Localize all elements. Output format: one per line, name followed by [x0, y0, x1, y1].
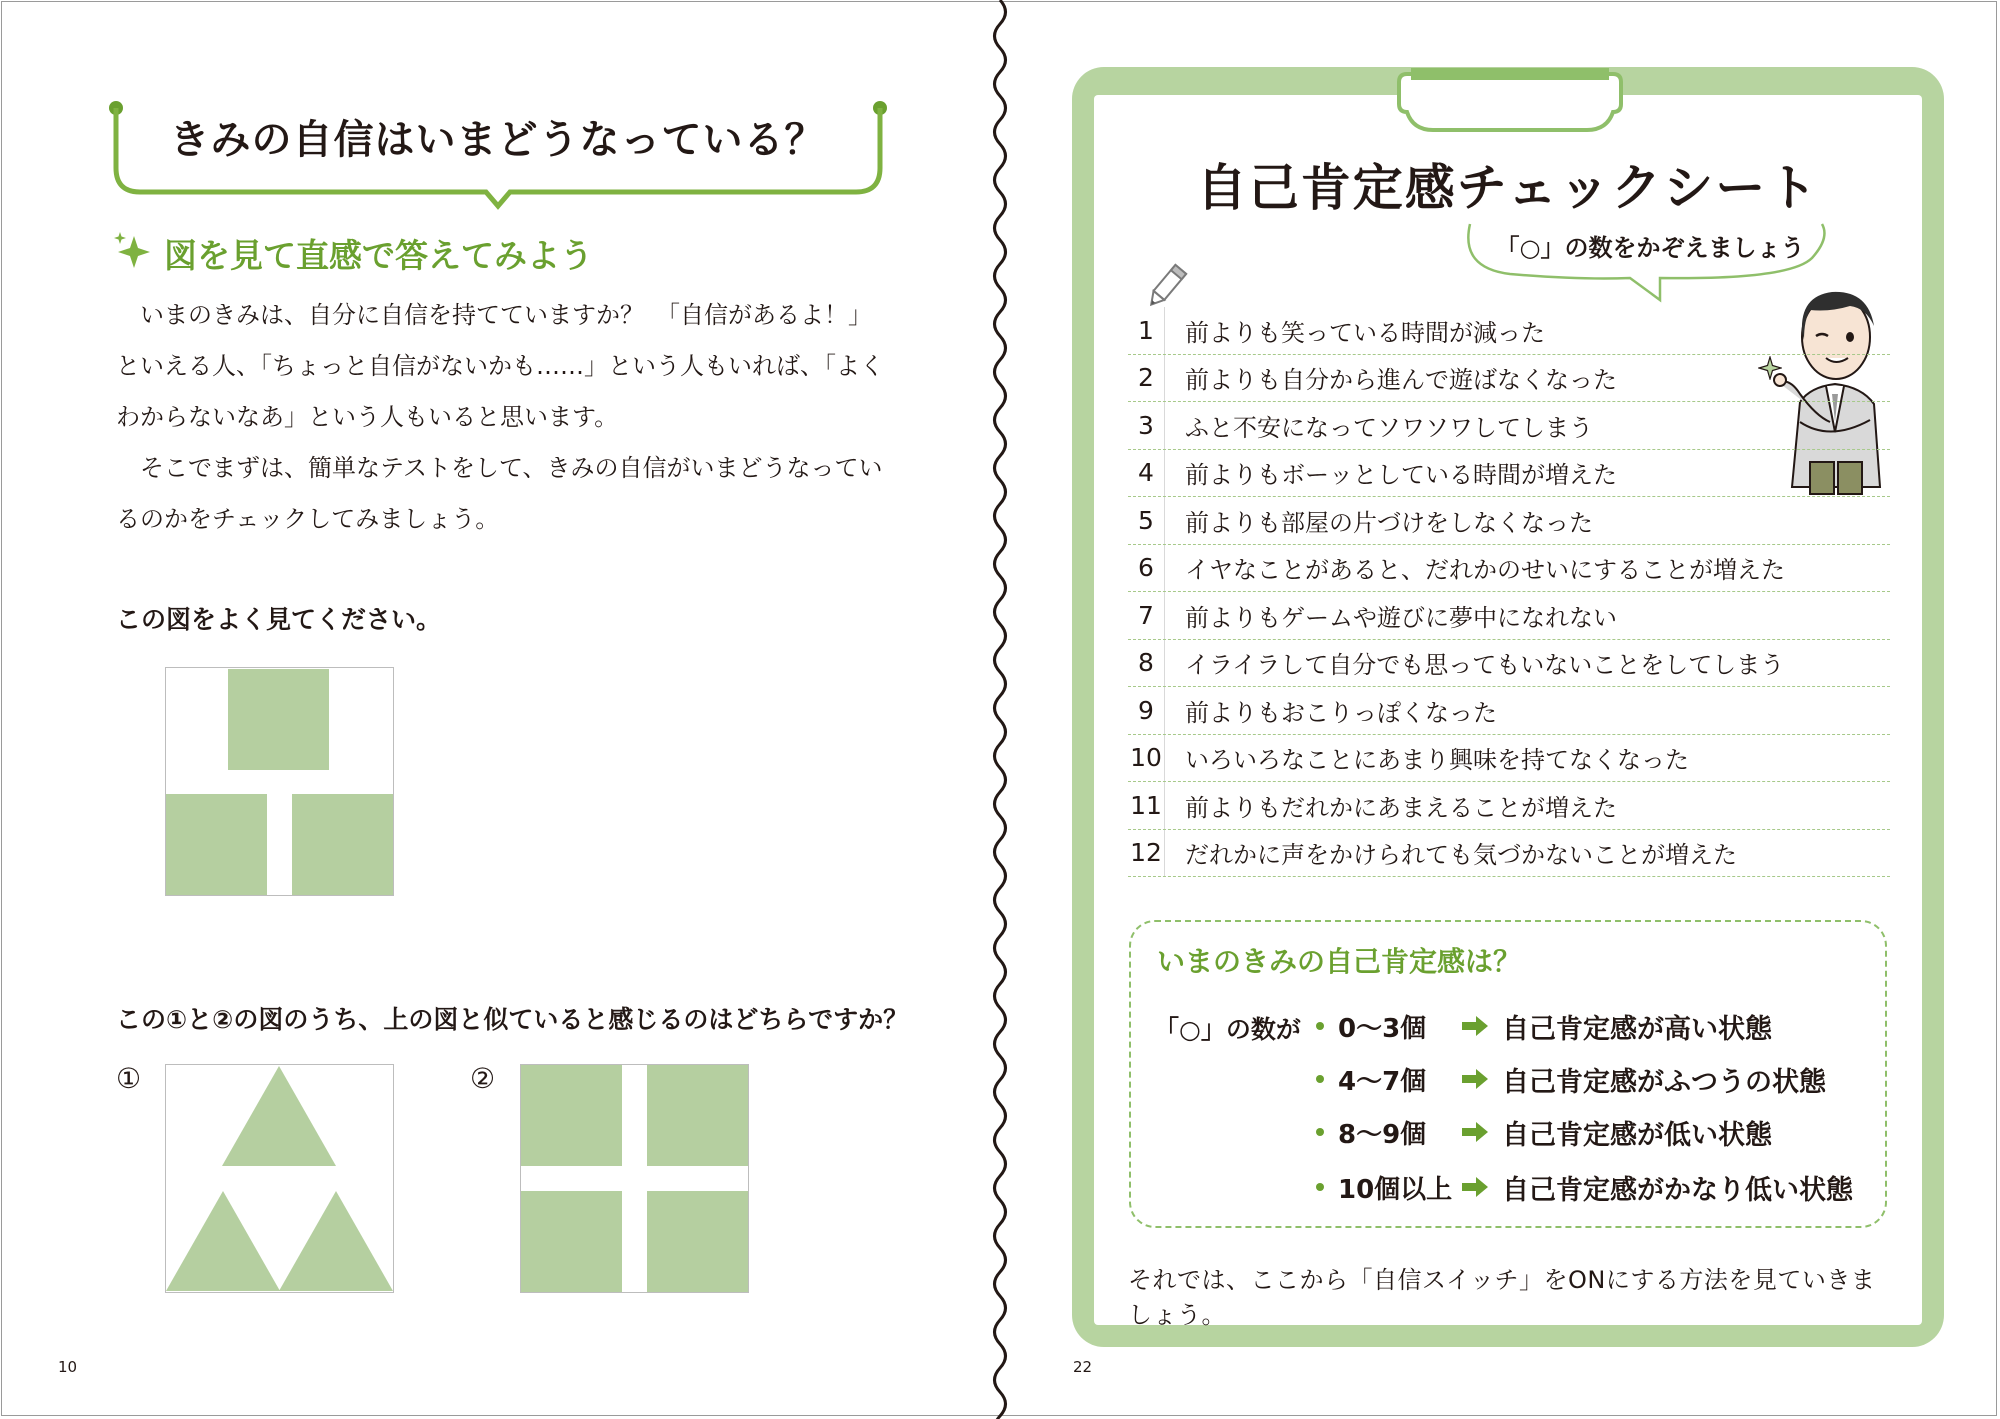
checklist-number: 1 [1128, 307, 1165, 354]
result-row [1316, 1112, 1772, 1152]
checklist-number: 9 [1128, 687, 1165, 734]
result-state: 自己肯定感がふつうの状態 [1502, 1066, 1826, 1098]
checklist-row[interactable] [1128, 307, 1890, 355]
checklist-item-text: だれかに声をかけられても気づかないことが増えた [1185, 841, 1737, 870]
checklist-row[interactable] [1128, 782, 1890, 830]
checklist-number: 3 [1128, 402, 1165, 449]
bullet-dot-icon [1316, 1128, 1324, 1136]
intro-paragraph-2: そこでまずは、簡単なテストをして、きみの自信がいまどうなっているのかをチェックしてみましょう。 [116, 454, 883, 533]
result-range: 4〜7個 [1338, 1066, 1427, 1097]
right-arrow-icon [1460, 1014, 1490, 1038]
right-page-number: 22 [1073, 1358, 1093, 1376]
checklist-number: 11 [1128, 782, 1165, 829]
checklist-item-text: イヤなことがあると、だれかのせいにすることが増えた [1185, 556, 1785, 585]
pencil-icon [1143, 262, 1189, 312]
wavy-divider [975, 0, 1025, 1419]
checklist-number: 10 [1128, 735, 1165, 782]
checklist-row[interactable] [1128, 545, 1890, 593]
result-range: 10個以上 [1338, 1174, 1453, 1205]
checklist-row[interactable] [1128, 355, 1890, 403]
checklist-row[interactable] [1128, 497, 1890, 545]
checklist-item-text: イライラして自分でも思ってもいないことをしてしまう [1185, 651, 1785, 680]
question-compare: この①と②の図のうち、上の図と似ていると感じるのはどちらですか？ [116, 1005, 909, 1034]
checklist-item-text: 前よりも自分から進んで遊ばなくなった [1185, 366, 1617, 395]
checklist-row[interactable] [1128, 640, 1890, 688]
result-range: 8〜9個 [1338, 1119, 1427, 1150]
option-1-figure[interactable] [165, 1064, 394, 1293]
checklist-row[interactable] [1128, 735, 1890, 783]
option-2-label: ② [470, 1062, 496, 1095]
result-row [1316, 1167, 1853, 1207]
bullet-dot-icon [1316, 1075, 1324, 1083]
clipboard-clip [1395, 68, 1625, 138]
checklist-item-text: いろいろなことにあまり興味を持てなくなった [1185, 746, 1689, 775]
checklist-number: 8 [1128, 640, 1165, 687]
result-state: 自己肯定感が低い状態 [1502, 1119, 1772, 1151]
bullet-dot-icon [1316, 1022, 1324, 1030]
checklist-number: 4 [1128, 450, 1165, 497]
closing-text: それでは、ここから「自信スイッチ」をONにする方法を見ていきましょう。 [1128, 1266, 1876, 1329]
checklist-item-text: 前よりも笑っている時間が減った [1185, 318, 1545, 347]
right-arrow-icon [1460, 1067, 1490, 1091]
checklist-item-text: 前よりもゲームや遊びに夢中になれない [1185, 603, 1617, 632]
checklist-row[interactable] [1128, 402, 1890, 450]
intro-text [116, 290, 886, 545]
left-page-number: 10 [58, 1358, 78, 1376]
bubble-text: 「○」の数をかぞえましょう [1495, 234, 1805, 262]
checklist-row[interactable] [1128, 687, 1890, 735]
checksheet-title: 自己肯定感チェックシート [1196, 159, 1820, 217]
bullet-dot-icon [1316, 1183, 1324, 1191]
checklist-number: 6 [1128, 545, 1165, 592]
right-arrow-icon [1460, 1120, 1490, 1144]
sparkle-icon [112, 230, 156, 274]
result-lead: 「○」の数が [1154, 1015, 1301, 1044]
checklist [1128, 307, 1890, 877]
checklist-number: 7 [1128, 592, 1165, 639]
subheading: 図を見て直感で答えてみよう [164, 236, 593, 275]
checklist-row[interactable] [1128, 592, 1890, 640]
checklist-row[interactable] [1128, 830, 1890, 878]
result-range: 0〜3個 [1338, 1013, 1427, 1044]
right-arrow-icon [1460, 1175, 1490, 1199]
question-look: この図をよく見てください。 [116, 605, 442, 634]
result-row [1316, 1006, 1772, 1046]
checklist-number: 12 [1128, 830, 1165, 877]
checklist-row[interactable] [1128, 450, 1890, 498]
option-2-figure[interactable] [520, 1064, 749, 1293]
checklist-number: 2 [1128, 355, 1165, 402]
checklist-item-text: 前よりも部屋の片づけをしなくなった [1185, 508, 1593, 537]
checklist-item-text: 前よりもボーッとしている時間が増えた [1185, 461, 1617, 490]
result-row [1316, 1059, 1826, 1099]
reference-figure [165, 667, 394, 896]
result-state: 自己肯定感がかなり低い状態 [1502, 1174, 1853, 1206]
checklist-item-text: ふと不安になってソワソワしてしまう [1185, 413, 1593, 442]
result-title: いまのきみの自己肯定感は？ [1157, 945, 1522, 978]
checklist-number: 5 [1128, 497, 1165, 544]
option-1-label: ① [116, 1062, 142, 1095]
intro-paragraph-1: いまのきみは、自分に自信を持てていますか？ 「自信があるよ！」といえる人、「ちょっと自信がないかも……」という人もいれば、「よくわからないなあ」という人もいると思います。 [116, 301, 884, 431]
checklist-item-text: 前よりもおこりっぽくなった [1185, 698, 1497, 727]
result-state: 自己肯定感が高い状態 [1502, 1013, 1772, 1045]
checklist-item-text: 前よりもだれかにあまえることが増えた [1185, 793, 1617, 822]
section-title: きみの自信はいまどうなっている？ [169, 117, 826, 163]
